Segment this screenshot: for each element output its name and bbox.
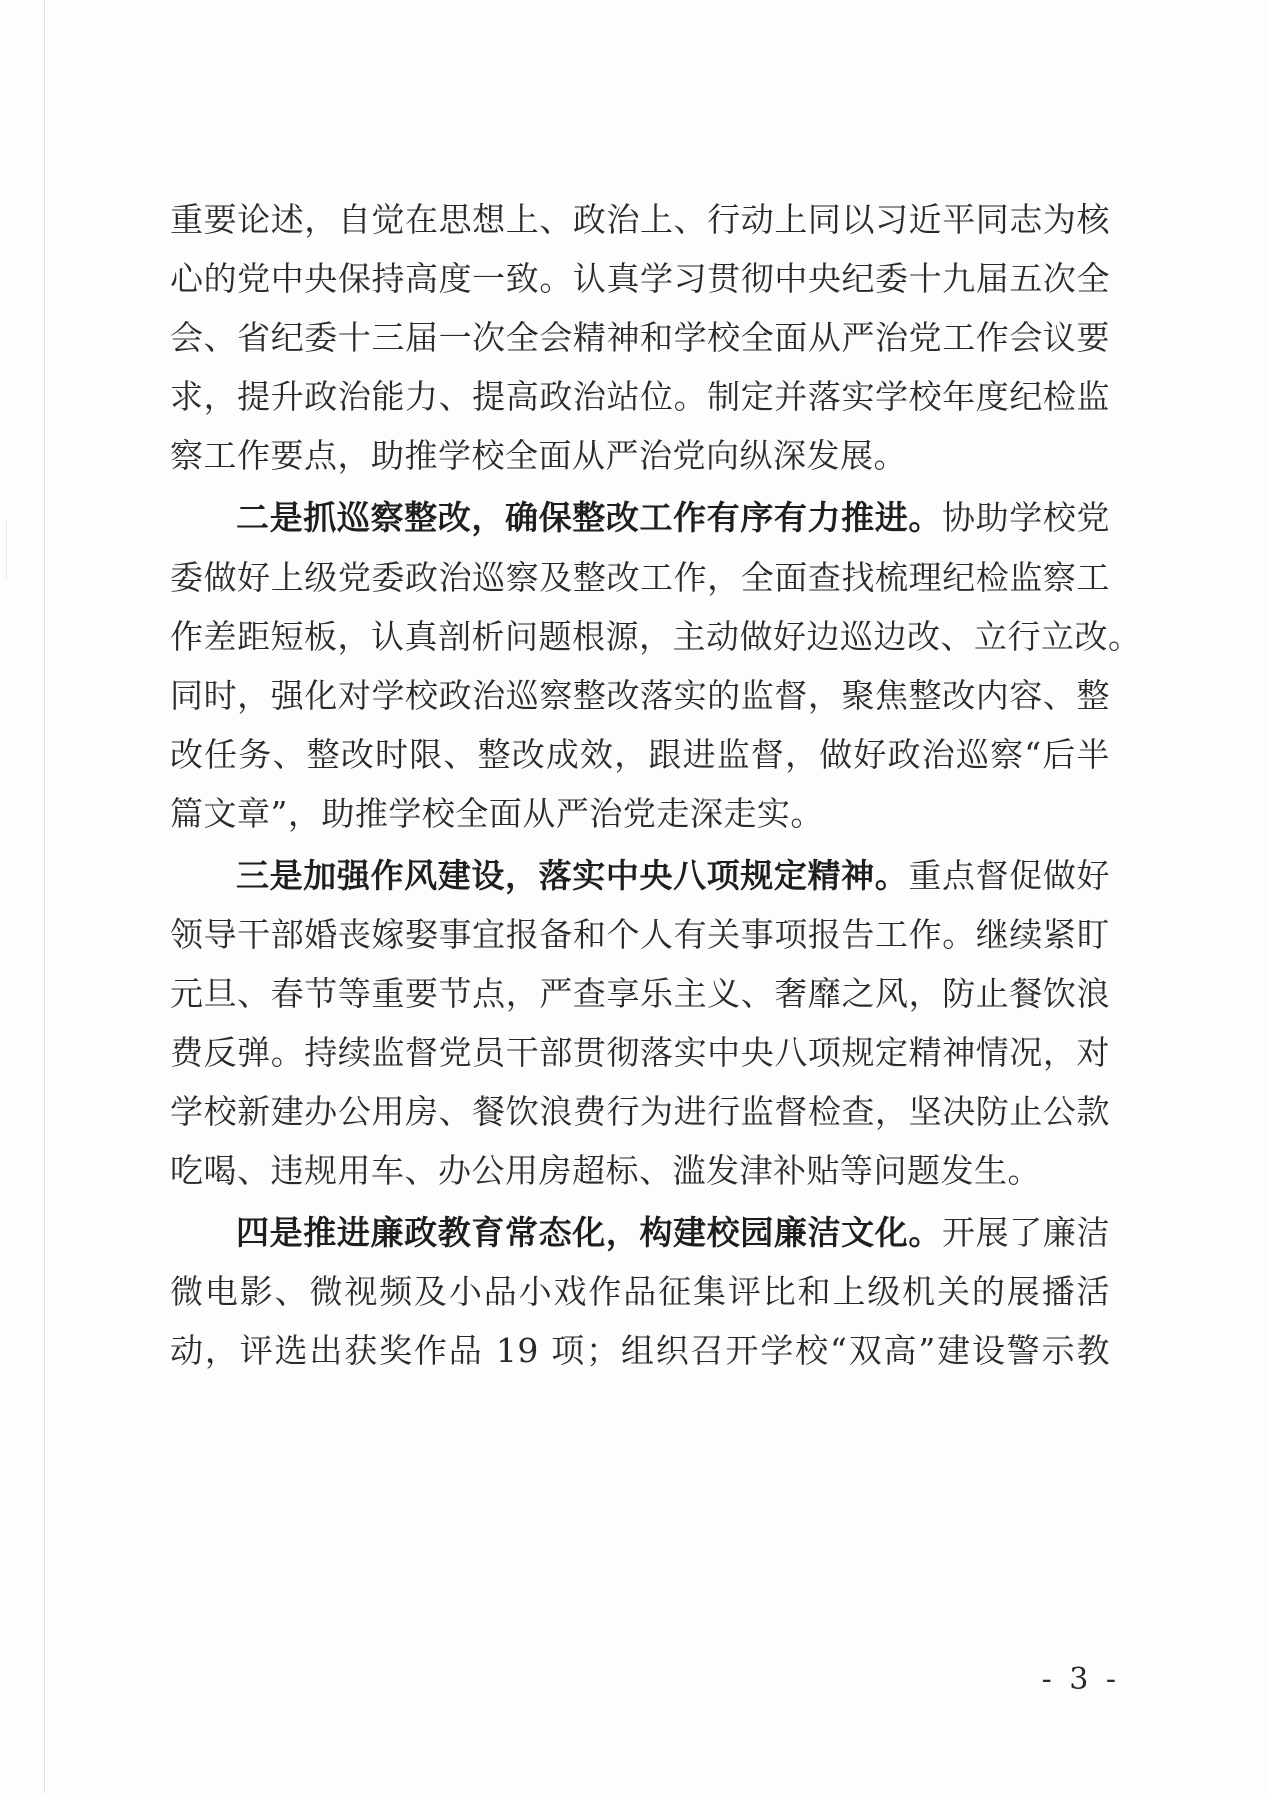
paragraph-first-line bbox=[236, 1203, 1110, 1263]
scan-edge-line bbox=[44, 0, 45, 1793]
text-run: 重点督促做好 bbox=[908, 856, 1111, 895]
paragraph-heading: 二是抓巡察整改，确保整改工作有序有力推进。 bbox=[236, 498, 943, 537]
paragraph-heading: 四是推进廉政教育常态化，构建校园廉洁文化。 bbox=[236, 1213, 943, 1252]
text-line: 作差距短板，认真剖析问题根源，主动做好边巡边改、立行立改。 bbox=[170, 617, 1142, 656]
text-line: 委做好上级党委政治巡察及整改工作，全面查找梳理纪检监察工 bbox=[170, 558, 1110, 597]
text-line: 领导干部婚丧嫁娶事宜报备和个人有关事项报告工作。继续紧盯 bbox=[170, 915, 1110, 954]
paragraph-heading: 三是加强作风建设，落实中央八项规定精神。 bbox=[236, 856, 909, 895]
paragraph-first-line bbox=[236, 488, 1110, 548]
text-line: 察工作要点，助推学校全面从严治党向纵深发展。 bbox=[170, 436, 907, 475]
paragraph-first-line bbox=[236, 846, 1110, 906]
text-line: 元旦、春节等重要节点，严查享乐主义、奢靡之风，防止餐饮浪 bbox=[170, 974, 1110, 1013]
text-line: 同时，强化对学校政治巡察整改落实的监督，聚焦整改内容、整 bbox=[170, 676, 1110, 715]
text-line: 重要论述，自觉在思想上、政治上、行动上同以习近平同志为核 bbox=[170, 200, 1110, 239]
text-line: 费反弹。持续监督党员干部贯彻落实中央八项规定精神情况，对 bbox=[170, 1033, 1110, 1072]
text-line: 微电影、微视频及小品小戏作品征集评比和上级机关的展播活 bbox=[170, 1272, 1110, 1311]
text-run: 协助学校党 bbox=[942, 498, 1111, 537]
page-number: - 3 - bbox=[1041, 1662, 1120, 1697]
text-line: 篇文章”，助推学校全面从严治党走深走实。 bbox=[170, 794, 824, 833]
text-line: 心的党中央保持高度一致。认真学习贯彻中央纪委十九届五次全 bbox=[170, 259, 1110, 298]
text-line: 动，评选出获奖作品 19 项；组织召开学校“双高”建设警示教 bbox=[170, 1331, 1110, 1370]
text-line: 会、省纪委十三届一次全会精神和学校全面从严治党工作会议要 bbox=[170, 318, 1110, 357]
text-run: 开展了廉洁 bbox=[942, 1213, 1111, 1252]
text-line: 改任务、整改时限、整改成效，跟进监督，做好政治巡察“后半 bbox=[170, 735, 1110, 774]
text-line: 吃喝、违规用车、办公用房超标、滥发津补贴等问题发生。 bbox=[170, 1151, 1041, 1190]
scan-edge-mark bbox=[6, 520, 7, 580]
text-line: 求，提升政治能力、提高政治站位。制定并落实学校年度纪检监 bbox=[170, 377, 1110, 416]
text-line: 学校新建办公用房、餐饮浪费行为进行监督检查，坚决防止公款 bbox=[170, 1092, 1110, 1131]
